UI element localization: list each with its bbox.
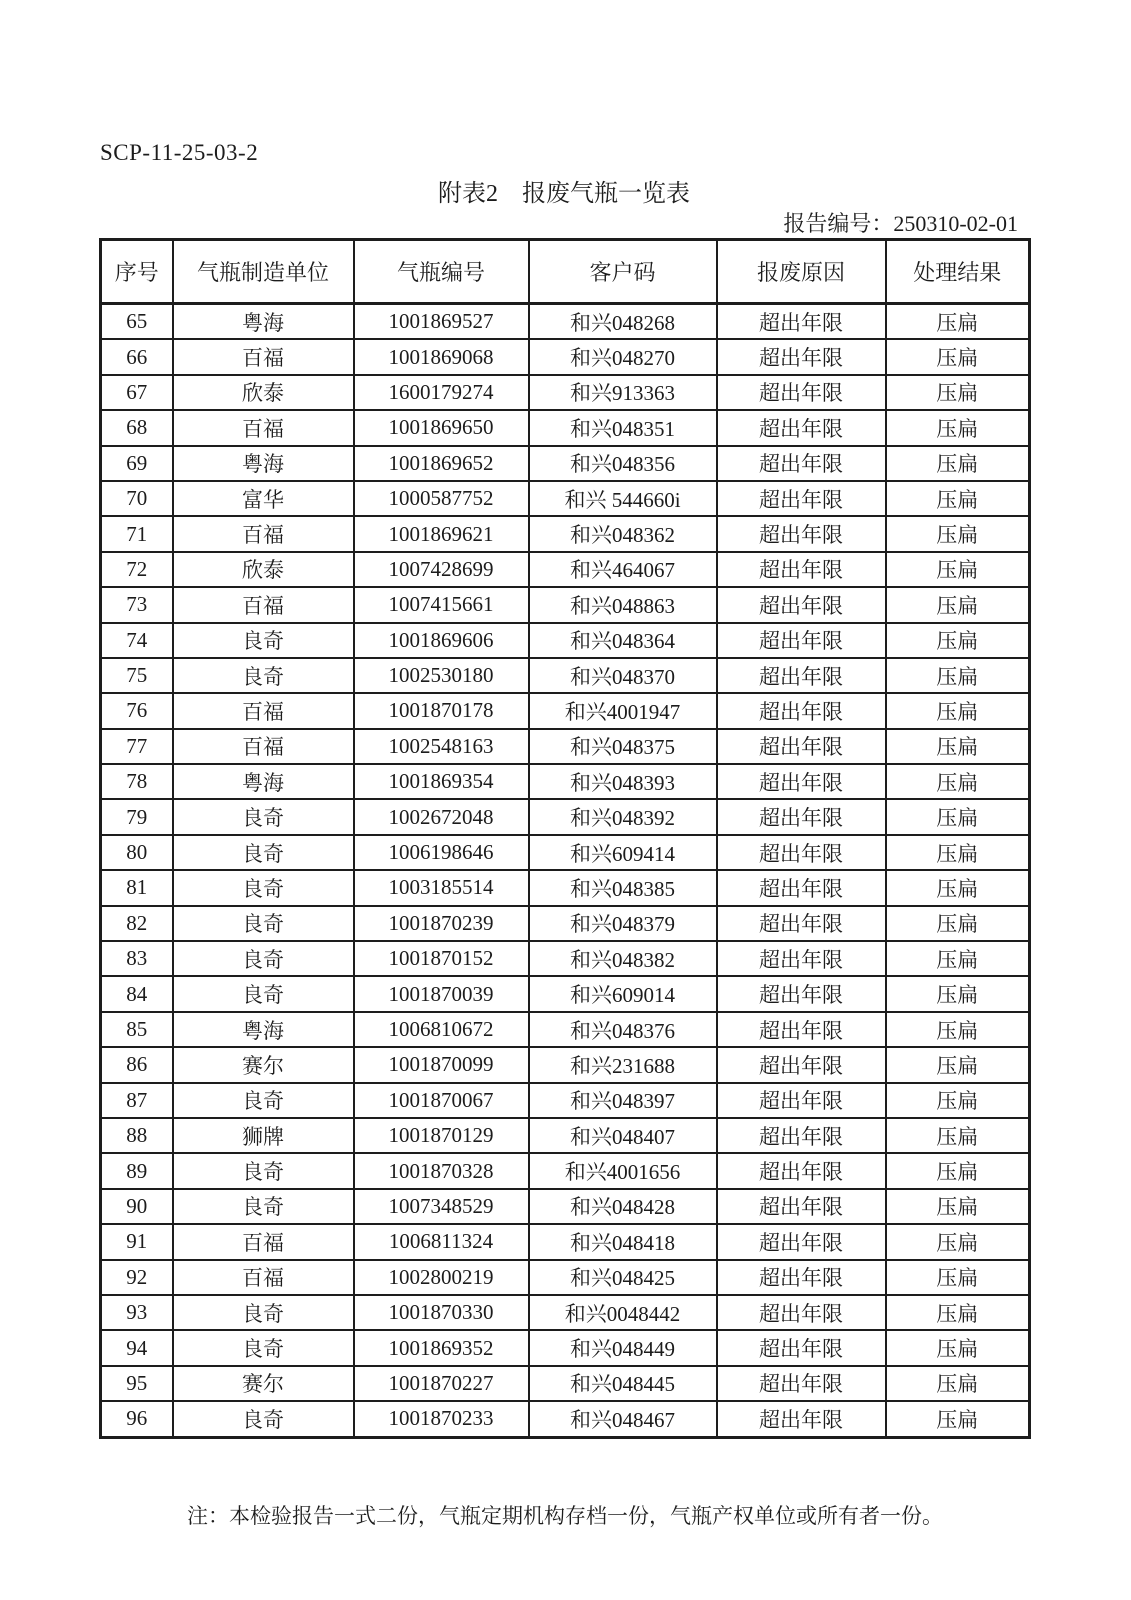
cell-cylinder-no: 1001869621 <box>354 516 529 551</box>
cell-manufacturer: 百福 <box>173 339 354 374</box>
cell-serial: 84 <box>101 976 173 1011</box>
cell-disposal-result: 压扁 <box>886 1224 1030 1259</box>
cell-manufacturer: 富华 <box>173 481 354 516</box>
cell-scrap-reason: 超出年限 <box>717 764 886 799</box>
cell-cylinder-no: 1006198646 <box>354 835 529 870</box>
cell-manufacturer: 百福 <box>173 1224 354 1259</box>
cell-customer-code: 和兴048467 <box>529 1401 717 1437</box>
cell-serial: 89 <box>101 1153 173 1188</box>
cell-customer-code: 和兴048268 <box>529 304 717 340</box>
document-code: SCP-11-25-03-2 <box>100 140 259 165</box>
cell-cylinder-no: 1003185514 <box>354 870 529 905</box>
cell-disposal-result: 压扁 <box>886 1118 1030 1153</box>
cell-scrap-reason: 超出年限 <box>717 410 886 445</box>
table-row <box>101 1224 1030 1259</box>
cell-disposal-result: 压扁 <box>886 552 1030 587</box>
cell-disposal-result: 压扁 <box>886 764 1030 799</box>
cell-serial: 68 <box>101 410 173 445</box>
column-header-customer-code: 客户码 <box>529 240 717 304</box>
cell-disposal-result: 压扁 <box>886 1189 1030 1224</box>
column-header-scrap-reason: 报废原因 <box>717 240 886 304</box>
footer-note: 注：本检验报告一式二份，气瓶定期机构存档一份，气瓶产权单位或所有者一份。 <box>187 1504 943 1528</box>
cell-manufacturer: 良奇 <box>173 1153 354 1188</box>
cell-disposal-result: 压扁 <box>886 658 1030 693</box>
table-row <box>101 304 1030 340</box>
table-row <box>101 1012 1030 1047</box>
cell-cylinder-no: 1007428699 <box>354 552 529 587</box>
cell-disposal-result: 压扁 <box>886 1153 1030 1188</box>
cell-manufacturer: 赛尔 <box>173 1366 354 1401</box>
cell-manufacturer: 良奇 <box>173 1295 354 1330</box>
table-row <box>101 976 1030 1011</box>
cell-scrap-reason: 超出年限 <box>717 658 886 693</box>
cell-manufacturer: 良奇 <box>173 658 354 693</box>
cell-serial: 66 <box>101 339 173 374</box>
cell-cylinder-no: 1001869068 <box>354 339 529 374</box>
cell-serial: 76 <box>101 693 173 728</box>
cell-cylinder-no: 1001869352 <box>354 1330 529 1365</box>
cell-manufacturer: 狮牌 <box>173 1118 354 1153</box>
cell-serial: 90 <box>101 1189 173 1224</box>
cell-manufacturer: 良奇 <box>173 799 354 834</box>
cell-customer-code: 和兴048393 <box>529 764 717 799</box>
column-header-serial: 序号 <box>101 240 173 304</box>
cell-customer-code: 和兴913363 <box>529 375 717 410</box>
cell-cylinder-no: 1000587752 <box>354 481 529 516</box>
cell-serial: 67 <box>101 375 173 410</box>
cell-manufacturer: 良奇 <box>173 870 354 905</box>
cell-serial: 70 <box>101 481 173 516</box>
cell-disposal-result: 压扁 <box>886 516 1030 551</box>
column-header-disposal-result: 处理结果 <box>886 240 1030 304</box>
cell-scrap-reason: 超出年限 <box>717 1295 886 1330</box>
table-row <box>101 410 1030 445</box>
cell-customer-code: 和兴609014 <box>529 976 717 1011</box>
cell-serial: 78 <box>101 764 173 799</box>
cell-cylinder-no: 1006810672 <box>354 1012 529 1047</box>
cell-scrap-reason: 超出年限 <box>717 1047 886 1082</box>
report-number-value: 250310-02-01 <box>893 211 1018 236</box>
cell-scrap-reason: 超出年限 <box>717 375 886 410</box>
cell-cylinder-no: 1001869606 <box>354 623 529 658</box>
cell-customer-code: 和兴048428 <box>529 1189 717 1224</box>
cell-scrap-reason: 超出年限 <box>717 1083 886 1118</box>
table-row <box>101 1366 1030 1401</box>
table-row <box>101 587 1030 622</box>
cell-scrap-reason: 超出年限 <box>717 976 886 1011</box>
cell-manufacturer: 良奇 <box>173 623 354 658</box>
cell-cylinder-no: 1006811324 <box>354 1224 529 1259</box>
table-row <box>101 446 1030 481</box>
cell-cylinder-no: 1600179274 <box>354 375 529 410</box>
cell-cylinder-no: 1001870330 <box>354 1295 529 1330</box>
cell-manufacturer: 百福 <box>173 729 354 764</box>
cell-serial: 86 <box>101 1047 173 1082</box>
cell-serial: 91 <box>101 1224 173 1259</box>
cell-disposal-result: 压扁 <box>886 1366 1030 1401</box>
cell-cylinder-no: 1002800219 <box>354 1260 529 1295</box>
cell-scrap-reason: 超出年限 <box>717 1224 886 1259</box>
cell-serial: 81 <box>101 870 173 905</box>
cell-disposal-result: 压扁 <box>886 304 1030 340</box>
cell-disposal-result: 压扁 <box>886 835 1030 870</box>
table-row <box>101 1047 1030 1082</box>
cell-scrap-reason: 超出年限 <box>717 552 886 587</box>
table-row <box>101 658 1030 693</box>
cell-scrap-reason: 超出年限 <box>717 1401 886 1437</box>
cell-serial: 77 <box>101 729 173 764</box>
cell-cylinder-no: 1001869527 <box>354 304 529 340</box>
cell-manufacturer: 良奇 <box>173 1189 354 1224</box>
cell-manufacturer: 百福 <box>173 693 354 728</box>
cell-disposal-result: 压扁 <box>886 481 1030 516</box>
cell-customer-code: 和兴048397 <box>529 1083 717 1118</box>
cell-serial: 92 <box>101 1260 173 1295</box>
cell-disposal-result: 压扁 <box>886 1012 1030 1047</box>
cell-customer-code: 和兴048351 <box>529 410 717 445</box>
cell-disposal-result: 压扁 <box>886 976 1030 1011</box>
cell-customer-code: 和兴048449 <box>529 1330 717 1365</box>
cell-manufacturer: 粤海 <box>173 1012 354 1047</box>
cell-cylinder-no: 1001869354 <box>354 764 529 799</box>
cell-scrap-reason: 超出年限 <box>717 623 886 658</box>
cell-scrap-reason: 超出年限 <box>717 906 886 941</box>
table-header-row <box>101 240 1030 304</box>
cell-manufacturer: 粤海 <box>173 446 354 481</box>
cell-scrap-reason: 超出年限 <box>717 835 886 870</box>
cell-customer-code: 和兴048356 <box>529 446 717 481</box>
cell-disposal-result: 压扁 <box>886 1401 1030 1437</box>
cell-serial: 82 <box>101 906 173 941</box>
cell-disposal-result: 压扁 <box>886 799 1030 834</box>
cell-scrap-reason: 超出年限 <box>717 1012 886 1047</box>
table-row <box>101 339 1030 374</box>
cell-manufacturer: 良奇 <box>173 1330 354 1365</box>
table-row <box>101 552 1030 587</box>
cell-serial: 85 <box>101 1012 173 1047</box>
table-row <box>101 799 1030 834</box>
cell-manufacturer: 良奇 <box>173 976 354 1011</box>
cell-serial: 88 <box>101 1118 173 1153</box>
cell-customer-code: 和兴048376 <box>529 1012 717 1047</box>
cell-manufacturer: 百福 <box>173 1260 354 1295</box>
cell-serial: 87 <box>101 1083 173 1118</box>
cell-serial: 94 <box>101 1330 173 1365</box>
cell-disposal-result: 压扁 <box>886 623 1030 658</box>
cell-scrap-reason: 超出年限 <box>717 693 886 728</box>
cell-serial: 83 <box>101 941 173 976</box>
cell-disposal-result: 压扁 <box>886 339 1030 374</box>
cell-scrap-reason: 超出年限 <box>717 1366 886 1401</box>
cell-scrap-reason: 超出年限 <box>717 1118 886 1153</box>
cell-serial: 71 <box>101 516 173 551</box>
cell-manufacturer: 良奇 <box>173 941 354 976</box>
cell-manufacturer: 欣泰 <box>173 375 354 410</box>
cell-cylinder-no: 1002672048 <box>354 799 529 834</box>
cell-disposal-result: 压扁 <box>886 375 1030 410</box>
cell-disposal-result: 压扁 <box>886 1260 1030 1295</box>
table-row <box>101 1401 1030 1437</box>
cell-disposal-result: 压扁 <box>886 1330 1030 1365</box>
cell-disposal-result: 压扁 <box>886 729 1030 764</box>
cell-disposal-result: 压扁 <box>886 410 1030 445</box>
page-title: 附表2 报废气瓶一览表 <box>438 181 690 207</box>
cell-cylinder-no: 1001870099 <box>354 1047 529 1082</box>
cell-serial: 93 <box>101 1295 173 1330</box>
cell-cylinder-no: 1001870227 <box>354 1366 529 1401</box>
cell-serial: 75 <box>101 658 173 693</box>
cell-serial: 74 <box>101 623 173 658</box>
cell-customer-code: 和兴 544660i <box>529 481 717 516</box>
table-row <box>101 729 1030 764</box>
cell-cylinder-no: 1002530180 <box>354 658 529 693</box>
cell-serial: 95 <box>101 1366 173 1401</box>
report-number-label: 报告编号： <box>783 211 894 236</box>
cell-disposal-result: 压扁 <box>886 941 1030 976</box>
cell-disposal-result: 压扁 <box>886 693 1030 728</box>
cell-scrap-reason: 超出年限 <box>717 729 886 764</box>
cell-disposal-result: 压扁 <box>886 1083 1030 1118</box>
cell-manufacturer: 百福 <box>173 516 354 551</box>
cell-customer-code: 和兴048382 <box>529 941 717 976</box>
cell-scrap-reason: 超出年限 <box>717 941 886 976</box>
cell-scrap-reason: 超出年限 <box>717 870 886 905</box>
cell-customer-code: 和兴048270 <box>529 339 717 374</box>
cell-cylinder-no: 1001870129 <box>354 1118 529 1153</box>
cell-disposal-result: 压扁 <box>886 1295 1030 1330</box>
report-number-line <box>100 207 1028 238</box>
cell-cylinder-no: 1001870239 <box>354 906 529 941</box>
cell-cylinder-no: 1001870233 <box>354 1401 529 1437</box>
cell-manufacturer: 良奇 <box>173 906 354 941</box>
cell-manufacturer: 赛尔 <box>173 1047 354 1082</box>
table-row <box>101 835 1030 870</box>
table-row <box>101 1189 1030 1224</box>
table-row <box>101 1330 1030 1365</box>
cell-customer-code: 和兴048362 <box>529 516 717 551</box>
cell-cylinder-no: 1007348529 <box>354 1189 529 1224</box>
cell-customer-code: 和兴048379 <box>529 906 717 941</box>
cell-scrap-reason: 超出年限 <box>717 587 886 622</box>
cell-manufacturer: 百福 <box>173 410 354 445</box>
column-header-cylinder-no: 气瓶编号 <box>354 240 529 304</box>
cell-customer-code: 和兴048385 <box>529 870 717 905</box>
cell-manufacturer: 粤海 <box>173 304 354 340</box>
cell-disposal-result: 压扁 <box>886 870 1030 905</box>
cell-manufacturer: 良奇 <box>173 1083 354 1118</box>
table-row <box>101 1153 1030 1188</box>
table-row <box>101 375 1030 410</box>
cell-cylinder-no: 1002548163 <box>354 729 529 764</box>
cell-cylinder-no: 1001870328 <box>354 1153 529 1188</box>
cell-manufacturer: 欣泰 <box>173 552 354 587</box>
table-row <box>101 906 1030 941</box>
cell-customer-code: 和兴048418 <box>529 1224 717 1259</box>
cell-cylinder-no: 1001869650 <box>354 410 529 445</box>
cell-customer-code: 和兴048407 <box>529 1118 717 1153</box>
cell-cylinder-no: 1007415661 <box>354 587 529 622</box>
cell-cylinder-no: 1001870067 <box>354 1083 529 1118</box>
cell-customer-code: 和兴048370 <box>529 658 717 693</box>
cell-disposal-result: 压扁 <box>886 1047 1030 1082</box>
cell-scrap-reason: 超出年限 <box>717 1189 886 1224</box>
cell-serial: 79 <box>101 799 173 834</box>
cell-disposal-result: 压扁 <box>886 906 1030 941</box>
cell-customer-code: 和兴464067 <box>529 552 717 587</box>
table-row <box>101 516 1030 551</box>
cell-manufacturer: 百福 <box>173 587 354 622</box>
cell-customer-code: 和兴4001656 <box>529 1153 717 1188</box>
table-row <box>101 693 1030 728</box>
table-row <box>101 1083 1030 1118</box>
cell-scrap-reason: 超出年限 <box>717 339 886 374</box>
cylinder-table-body <box>101 304 1030 1438</box>
cell-scrap-reason: 超出年限 <box>717 481 886 516</box>
cell-scrap-reason: 超出年限 <box>717 1260 886 1295</box>
cell-customer-code: 和兴048375 <box>529 729 717 764</box>
column-header-manufacturer: 气瓶制造单位 <box>173 240 354 304</box>
cell-customer-code: 和兴231688 <box>529 1047 717 1082</box>
table-row <box>101 481 1030 516</box>
cell-cylinder-no: 1001869652 <box>354 446 529 481</box>
cell-scrap-reason: 超出年限 <box>717 1153 886 1188</box>
cell-scrap-reason: 超出年限 <box>717 304 886 340</box>
table-row <box>101 941 1030 976</box>
table-row <box>101 870 1030 905</box>
cell-scrap-reason: 超出年限 <box>717 799 886 834</box>
cell-serial: 72 <box>101 552 173 587</box>
cell-serial: 73 <box>101 587 173 622</box>
table-row <box>101 764 1030 799</box>
table-row <box>101 1118 1030 1153</box>
table-row <box>101 1295 1030 1330</box>
cell-cylinder-no: 1001870152 <box>354 941 529 976</box>
cell-manufacturer: 粤海 <box>173 764 354 799</box>
cell-customer-code: 和兴048445 <box>529 1366 717 1401</box>
cell-scrap-reason: 超出年限 <box>717 1330 886 1365</box>
scrapped-cylinder-table <box>99 238 1031 1439</box>
cell-cylinder-no: 1001870039 <box>354 976 529 1011</box>
cell-serial: 69 <box>101 446 173 481</box>
cell-serial: 96 <box>101 1401 173 1437</box>
table-row <box>101 1260 1030 1295</box>
cell-scrap-reason: 超出年限 <box>717 446 886 481</box>
cell-customer-code: 和兴048863 <box>529 587 717 622</box>
cell-customer-code: 和兴048425 <box>529 1260 717 1295</box>
cell-manufacturer: 良奇 <box>173 1401 354 1437</box>
cell-serial: 65 <box>101 304 173 340</box>
cell-customer-code: 和兴4001947 <box>529 693 717 728</box>
cell-disposal-result: 压扁 <box>886 587 1030 622</box>
cell-customer-code: 和兴048364 <box>529 623 717 658</box>
cell-cylinder-no: 1001870178 <box>354 693 529 728</box>
cell-customer-code: 和兴609414 <box>529 835 717 870</box>
cell-customer-code: 和兴0048442 <box>529 1295 717 1330</box>
table-row <box>101 623 1030 658</box>
cell-disposal-result: 压扁 <box>886 446 1030 481</box>
cell-serial: 80 <box>101 835 173 870</box>
cell-manufacturer: 良奇 <box>173 835 354 870</box>
cell-customer-code: 和兴048392 <box>529 799 717 834</box>
cell-scrap-reason: 超出年限 <box>717 516 886 551</box>
